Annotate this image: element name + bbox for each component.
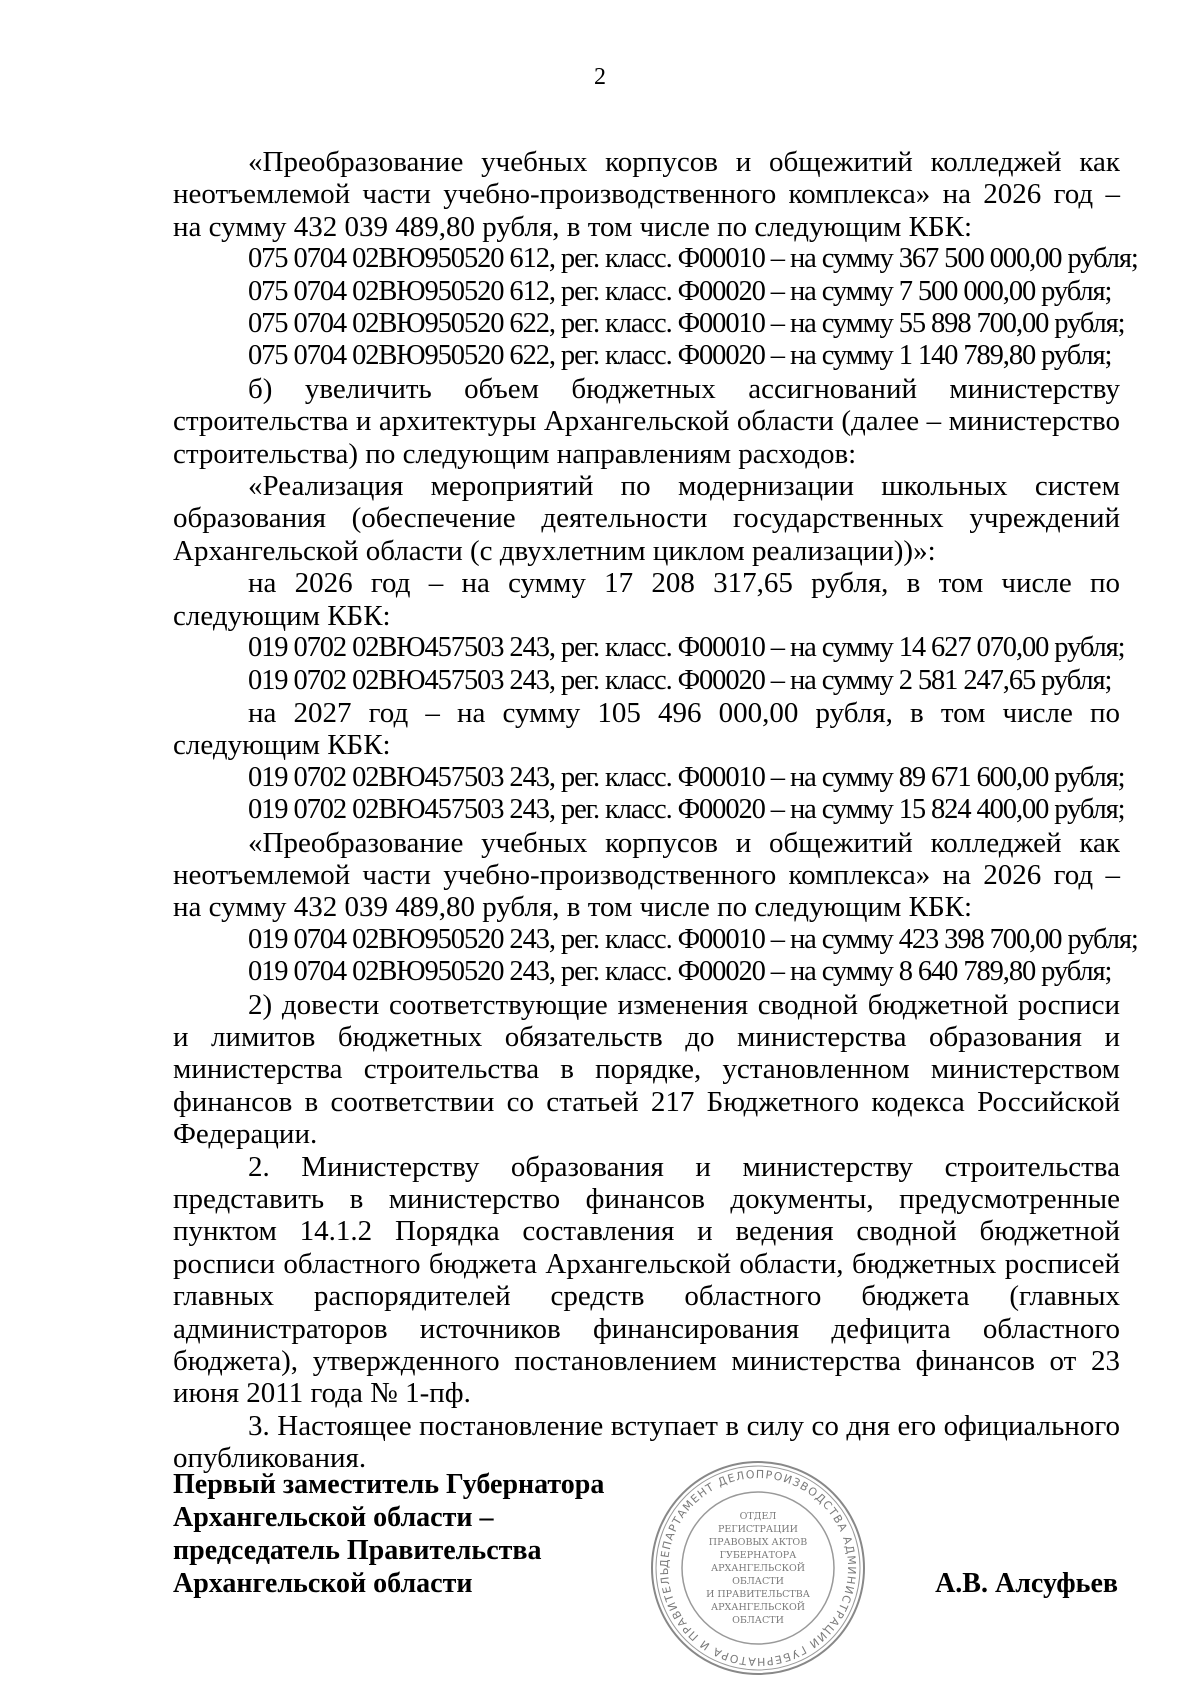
kbk-line: 075 0704 02ВЮ950520 612, рег. класс. Ф00020 – на сумму 7 500 000,00 рубля; xyxy=(248,275,1112,307)
seal-center-line: АРХАНГЕЛЬСКОЙ xyxy=(710,1602,806,1613)
paragraph: на 2027 год – на сумму 105 496 000,00 рубля, в том числе по следующим КБК: xyxy=(173,696,1120,762)
seal-center-line: ОБЛАСТИ xyxy=(732,1576,784,1587)
kbk-line: 075 0704 02ВЮ950520 622, рег. класс. Ф00010 – на сумму 55 898 700,00 рубля; xyxy=(248,308,1125,340)
paragraph: на 2026 год – на сумму 17 208 317,65 рубля, в том числе по следующим КБК: xyxy=(173,567,1120,632)
kbk-line: 019 0704 02ВЮ950520 243, рег. класс. Ф00010 – на сумму 423 398 700,00 рубля; xyxy=(248,923,1138,955)
paragraph: «Реализация мероприятий по модернизации школьных систем образования (обеспечение деятельности государственных учреждений Архангельской области (с двухлетним циклом реализации))»: xyxy=(173,470,1120,567)
document-body xyxy=(173,146,1138,1475)
kbk-line: 019 0702 02ВЮ457503 243, рег. класс. Ф00010 – на сумму 14 627 070,00 рубля; xyxy=(248,632,1125,664)
kbk-line: 019 0702 02ВЮ457503 243, рег. класс. Ф00020 – на сумму 2 581 247,65 рубля; xyxy=(248,664,1112,696)
kbk-line: 075 0704 02ВЮ950520 622, рег. класс. Ф00020 – на сумму 1 140 789,80 рубля; xyxy=(248,340,1112,372)
page-number: 2 xyxy=(594,64,606,90)
seal-center-line: ГУБЕРНАТОРА xyxy=(719,1550,797,1561)
seal-center-line: И ПРАВИТЕЛЬСТВА xyxy=(706,1589,810,1600)
paragraph: б) увеличить объем бюджетных ассигнований министерству строительства и архитектуры Архангельской области (далее – министерство строительства) по следующим направлениям расходов: xyxy=(173,372,1120,470)
paragraph: «Преобразование учебных корпусов и общежитий колледжей как неотъемлемой части учебно-производственного комплекса» на 2026 год – на сумму 432 039 489,80 рубля, в том числе по следующим КБК: xyxy=(173,826,1120,924)
kbk-line: 019 0702 02ВЮ457503 243, рег. класс. Ф00010 – на сумму 89 671 600,00 рубля; xyxy=(248,761,1125,793)
paragraph: 3. Настоящее постановление вступает в силу со дня его официального опубликования. xyxy=(173,1409,1120,1475)
signer-line: Архангельской области – xyxy=(173,1502,494,1533)
seal-center-line: АРХАНГЕЛЬСКОЙ xyxy=(710,1563,806,1574)
signer-line: Архангельской области xyxy=(173,1568,473,1599)
seal-center-line: РЕГИСТРАЦИИ xyxy=(718,1524,798,1535)
signatory-name: А.В. Алсуфьев xyxy=(935,1568,1118,1599)
seal-center-line: ОТДЕЛ xyxy=(739,1511,777,1522)
paragraph: «Преобразование учебных корпусов и общежитий колледжей как неотъемлемой части учебно-производственного комплекса» на 2026 год – на сумму 432 039 489,80 рубля, в том числе по следующим КБК: xyxy=(173,146,1120,243)
kbk-line: 075 0704 02ВЮ950520 612, рег. класс. Ф00010 – на сумму 367 500 000,00 рубля; xyxy=(248,243,1138,275)
seal-icon xyxy=(648,1458,868,1678)
paragraph: 2) довести соответствующие изменения сводной бюджетной росписи и лимитов бюджетных обязательств до министерства образования и министерства строительства в порядке, установленном министерством финансов в соответствии со статьей 217 Бюджетного кодекса Российской Федерации. xyxy=(173,988,1120,1151)
paragraph: 2. Министерству образования и министерству строительства представить в министерство финансов документы, предусмотренные пунктом 14.1.2 Порядка составления и ведения сводной бюджетной росписи областного бюджета Архангельской области, бюджетных росписей главных распорядителей средств областного бюджета (главных администраторов источников финансирования дефицита областного бюджета), утвержденного постановлением министерства финансов от 23 июня 2011 года № 1-пф. xyxy=(173,1150,1120,1410)
seal-ring-text: ДЕПАРТАМЕНТ ДЕЛОПРОИЗВОДСТВА АДМИНИСТРАЦИИ ГУБЕРНАТОРА И ПРАВИТЕЛЬ xyxy=(657,1467,859,1669)
kbk-line: 019 0702 02ВЮ457503 243, рег. класс. Ф00020 – на сумму 15 824 400,00 рубля; xyxy=(248,794,1125,826)
signer-line: Первый заместитель Губернатора xyxy=(173,1469,605,1500)
signer-position xyxy=(173,1468,653,1600)
seal-center-line: ПРАВОВЫХ АКТОВ xyxy=(708,1537,808,1548)
seal-center-line: ОБЛАСТИ xyxy=(732,1615,784,1626)
official-seal xyxy=(648,1458,868,1678)
signer-line: председатель Правительства xyxy=(173,1535,542,1566)
kbk-line: 019 0704 02ВЮ950520 243, рег. класс. Ф00020 – на сумму 8 640 789,80 рубля; xyxy=(248,956,1112,988)
